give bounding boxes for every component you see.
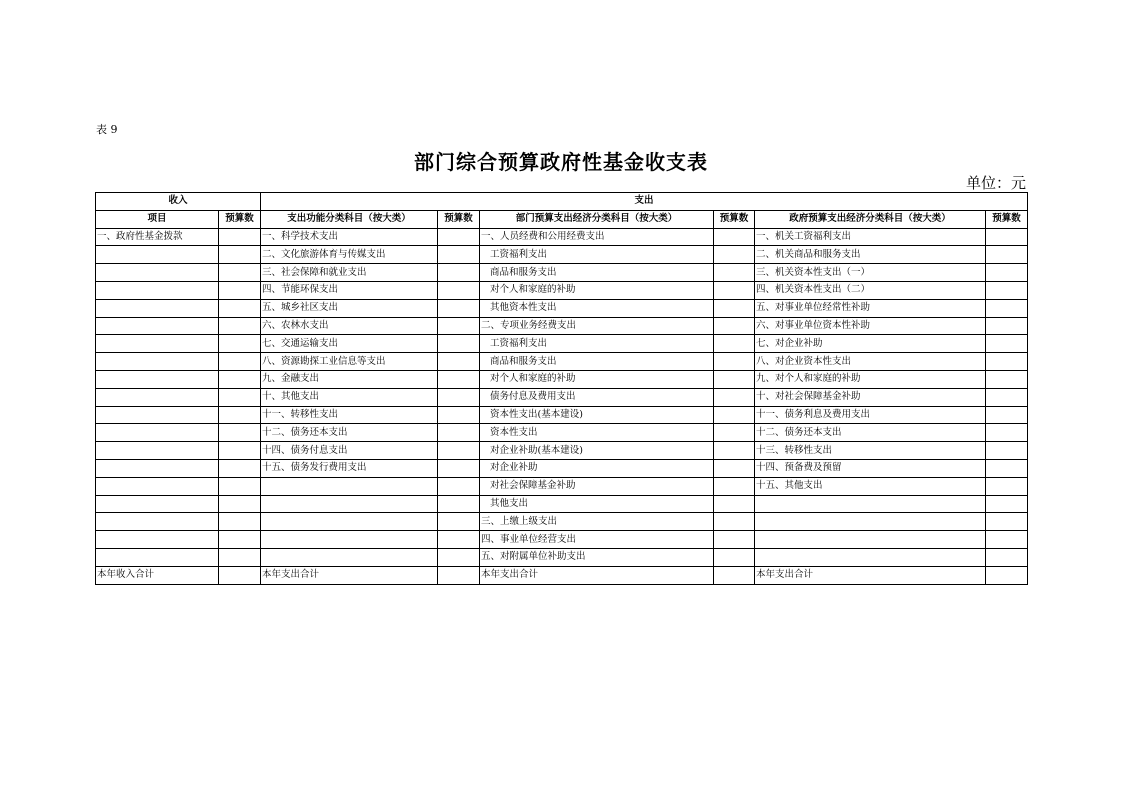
col-header-budget: 预算数 [986, 210, 1028, 228]
income-item-cell [96, 442, 219, 460]
budget-amount-cell [219, 246, 261, 264]
budget-amount-cell [219, 299, 261, 317]
budget-amount-cell [714, 317, 755, 335]
gov-econ-category-cell: 五、对事业单位经常性补助 [755, 299, 986, 317]
income-item-cell [96, 353, 219, 371]
budget-amount-cell [438, 299, 480, 317]
table-row [96, 459, 1028, 477]
budget-amount-cell [714, 388, 755, 406]
budget-amount-cell [219, 495, 261, 513]
budget-amount-cell [438, 228, 480, 246]
budget-amount-cell [438, 495, 480, 513]
budget-amount-cell [986, 477, 1028, 495]
budget-amount-cell [986, 228, 1028, 246]
income-item-cell [96, 264, 219, 282]
function-category-cell [261, 495, 438, 513]
budget-amount-cell [986, 353, 1028, 371]
table-row [96, 495, 1028, 513]
table-row [96, 531, 1028, 549]
income-item-cell [96, 299, 219, 317]
budget-amount-cell [714, 264, 755, 282]
budget-amount-cell [714, 353, 755, 371]
budget-amount-cell [986, 424, 1028, 442]
dept-econ-category-cell: 三、上缴上级支出 [480, 513, 714, 531]
budget-amount-cell [219, 264, 261, 282]
table-row [96, 566, 1028, 584]
budget-amount-cell [714, 477, 755, 495]
table-row [96, 548, 1028, 566]
dept-econ-category-cell: 债务付息及费用支出 [480, 388, 714, 406]
budget-amount-cell [986, 442, 1028, 460]
table-row [96, 335, 1028, 353]
budget-amount-cell [986, 459, 1028, 477]
budget-amount-cell [219, 281, 261, 299]
dept-econ-category-cell: 资本性支出 [480, 424, 714, 442]
budget-amount-cell [219, 548, 261, 566]
budget-amount-cell [219, 531, 261, 549]
function-category-cell: 三、社会保障和就业支出 [261, 264, 438, 282]
income-item-cell [96, 477, 219, 495]
budget-amount-cell [438, 459, 480, 477]
budget-amount-cell [714, 246, 755, 264]
budget-amount-cell [219, 442, 261, 460]
gov-econ-category-cell: 六、对事业单位资本性补助 [755, 317, 986, 335]
gov-econ-category-cell [755, 495, 986, 513]
gov-econ-category-cell: 一、机关工资福利支出 [755, 228, 986, 246]
income-item-cell [96, 548, 219, 566]
function-category-cell: 十、其他支出 [261, 388, 438, 406]
budget-amount-cell [438, 264, 480, 282]
budget-amount-cell [219, 459, 261, 477]
budget-amount-cell [714, 566, 755, 584]
budget-amount-cell [986, 335, 1028, 353]
dept-econ-category-cell: 对个人和家庭的补助 [480, 370, 714, 388]
income-item-cell [96, 531, 219, 549]
budget-amount-cell [438, 388, 480, 406]
budget-amount-cell [219, 353, 261, 371]
gov-econ-category-cell [755, 531, 986, 549]
income-item-cell [96, 388, 219, 406]
function-category-cell: 十五、债务发行费用支出 [261, 459, 438, 477]
dept-econ-category-cell: 工资福利支出 [480, 246, 714, 264]
col-header-budget: 预算数 [714, 210, 755, 228]
table-row [96, 388, 1028, 406]
col-header-budget: 预算数 [219, 210, 261, 228]
table-row [96, 228, 1028, 246]
dept-econ-category-cell: 资本性支出(基本建设) [480, 406, 714, 424]
table-number-label: 表 9 [96, 123, 118, 136]
budget-amount-cell [219, 335, 261, 353]
gov-econ-category-cell: 十三、转移性支出 [755, 442, 986, 460]
budget-amount-cell [438, 513, 480, 531]
table-row [96, 406, 1028, 424]
gov-econ-category-cell: 十五、其他支出 [755, 477, 986, 495]
table-row [96, 477, 1028, 495]
income-item-cell [96, 246, 219, 264]
gov-econ-category-cell: 三、机关资本性支出（一） [755, 264, 986, 282]
function-category-cell [261, 477, 438, 495]
budget-amount-cell [438, 317, 480, 335]
income-item-cell [96, 513, 219, 531]
dept-econ-category-cell: 对社会保障基金补助 [480, 477, 714, 495]
table-row [96, 353, 1028, 371]
table-body [96, 193, 1028, 585]
income-item-cell: 本年收入合计 [96, 566, 219, 584]
dept-econ-category-cell: 对企业补助(基本建设) [480, 442, 714, 460]
budget-amount-cell [714, 424, 755, 442]
gov-econ-category-cell: 十二、债务还本支出 [755, 424, 986, 442]
function-category-cell: 八、资源勘探工业信息等支出 [261, 353, 438, 371]
gov-econ-category-cell: 九、对个人和家庭的补助 [755, 370, 986, 388]
budget-table [95, 192, 1028, 585]
budget-amount-cell [986, 281, 1028, 299]
gov-econ-category-cell: 八、对企业资本性支出 [755, 353, 986, 371]
header-row-group [96, 193, 1028, 211]
budget-amount-cell [438, 370, 480, 388]
income-group-header: 收入 [96, 193, 261, 211]
budget-amount-cell [986, 513, 1028, 531]
page-title: 部门综合预算政府性基金收支表 [414, 150, 708, 174]
budget-amount-cell [714, 442, 755, 460]
budget-amount-cell [219, 370, 261, 388]
gov-econ-category-cell [755, 513, 986, 531]
budget-amount-cell [438, 531, 480, 549]
budget-amount-cell [714, 459, 755, 477]
budget-amount-cell [219, 566, 261, 584]
function-category-cell: 九、金融支出 [261, 370, 438, 388]
budget-amount-cell [714, 495, 755, 513]
function-category-cell: 二、文化旅游体育与传媒支出 [261, 246, 438, 264]
function-category-cell [261, 548, 438, 566]
budget-amount-cell [438, 246, 480, 264]
col-header-gov-econ: 政府预算支出经济分类科目（按大类） [755, 210, 986, 228]
table-row [96, 317, 1028, 335]
gov-econ-category-cell: 四、机关资本性支出（二） [755, 281, 986, 299]
col-header-dept-econ: 部门预算支出经济分类科目（按大类） [480, 210, 714, 228]
budget-amount-cell [986, 388, 1028, 406]
table-row [96, 299, 1028, 317]
dept-econ-category-cell: 四、事业单位经营支出 [480, 531, 714, 549]
unit-label: 单位：元 [965, 174, 1026, 192]
budget-amount-cell [438, 335, 480, 353]
budget-amount-cell [986, 531, 1028, 549]
budget-amount-cell [714, 281, 755, 299]
gov-econ-category-cell: 十一、债务利息及费用支出 [755, 406, 986, 424]
gov-econ-category-cell [755, 548, 986, 566]
function-category-cell [261, 513, 438, 531]
income-item-cell [96, 335, 219, 353]
budget-amount-cell [714, 299, 755, 317]
dept-econ-category-cell: 商品和服务支出 [480, 264, 714, 282]
budget-amount-cell [219, 406, 261, 424]
dept-econ-category-cell: 工资福利支出 [480, 335, 714, 353]
gov-econ-category-cell: 七、对企业补助 [755, 335, 986, 353]
budget-amount-cell [714, 406, 755, 424]
expense-group-header: 支出 [261, 193, 1028, 211]
budget-amount-cell [438, 477, 480, 495]
budget-amount-cell [714, 370, 755, 388]
income-item-cell [96, 317, 219, 335]
dept-econ-category-cell: 对个人和家庭的补助 [480, 281, 714, 299]
budget-amount-cell [219, 424, 261, 442]
col-header-item: 项目 [96, 210, 219, 228]
income-item-cell [96, 370, 219, 388]
budget-amount-cell [986, 566, 1028, 584]
budget-amount-cell [986, 370, 1028, 388]
function-category-cell: 十四、债务付息支出 [261, 442, 438, 460]
dept-econ-category-cell: 二、专项业务经费支出 [480, 317, 714, 335]
budget-amount-cell [986, 406, 1028, 424]
col-header-function: 支出功能分类科目（按大类） [261, 210, 438, 228]
budget-amount-cell [219, 513, 261, 531]
income-item-cell [96, 495, 219, 513]
dept-econ-category-cell: 一、人员经费和公用经费支出 [480, 228, 714, 246]
dept-econ-category-cell: 对企业补助 [480, 459, 714, 477]
function-category-cell: 七、交通运输支出 [261, 335, 438, 353]
budget-amount-cell [438, 406, 480, 424]
budget-amount-cell [986, 548, 1028, 566]
income-item-cell [96, 406, 219, 424]
table-row [96, 442, 1028, 460]
budget-amount-cell [438, 442, 480, 460]
dept-econ-category-cell: 本年支出合计 [480, 566, 714, 584]
income-item-cell [96, 459, 219, 477]
budget-amount-cell [219, 388, 261, 406]
budget-amount-cell [714, 228, 755, 246]
budget-amount-cell [219, 228, 261, 246]
income-item-cell [96, 281, 219, 299]
function-category-cell: 四、节能环保支出 [261, 281, 438, 299]
function-category-cell: 本年支出合计 [261, 566, 438, 584]
gov-econ-category-cell: 十、对社会保障基金补助 [755, 388, 986, 406]
function-category-cell: 五、城乡社区支出 [261, 299, 438, 317]
budget-amount-cell [986, 495, 1028, 513]
gov-econ-category-cell: 本年支出合计 [755, 566, 986, 584]
budget-amount-cell [714, 513, 755, 531]
function-category-cell [261, 531, 438, 549]
table-row [96, 264, 1028, 282]
budget-amount-cell [438, 353, 480, 371]
dept-econ-category-cell: 其他资本性支出 [480, 299, 714, 317]
function-category-cell: 十一、转移性支出 [261, 406, 438, 424]
dept-econ-category-cell: 商品和服务支出 [480, 353, 714, 371]
budget-amount-cell [438, 424, 480, 442]
gov-econ-category-cell: 十四、预备费及预留 [755, 459, 986, 477]
budget-amount-cell [219, 477, 261, 495]
table-row [96, 281, 1028, 299]
budget-amount-cell [714, 335, 755, 353]
budget-amount-cell [986, 299, 1028, 317]
gov-econ-category-cell: 二、机关商品和服务支出 [755, 246, 986, 264]
table-row [96, 370, 1028, 388]
dept-econ-category-cell: 五、对附属单位补助支出 [480, 548, 714, 566]
income-item-cell: 一、政府性基金拨款 [96, 228, 219, 246]
header-row-columns [96, 210, 1028, 228]
budget-amount-cell [714, 531, 755, 549]
dept-econ-category-cell: 其他支出 [480, 495, 714, 513]
budget-amount-cell [438, 281, 480, 299]
budget-amount-cell [986, 317, 1028, 335]
budget-amount-cell [986, 246, 1028, 264]
col-header-budget: 预算数 [438, 210, 480, 228]
table-row [96, 424, 1028, 442]
function-category-cell: 六、农林水支出 [261, 317, 438, 335]
function-category-cell: 十二、债务还本支出 [261, 424, 438, 442]
table-row [96, 246, 1028, 264]
budget-amount-cell [438, 566, 480, 584]
budget-amount-cell [219, 317, 261, 335]
budget-amount-cell [438, 548, 480, 566]
budget-amount-cell [986, 264, 1028, 282]
table-row [96, 513, 1028, 531]
budget-amount-cell [714, 548, 755, 566]
function-category-cell: 一、科学技术支出 [261, 228, 438, 246]
income-item-cell [96, 424, 219, 442]
